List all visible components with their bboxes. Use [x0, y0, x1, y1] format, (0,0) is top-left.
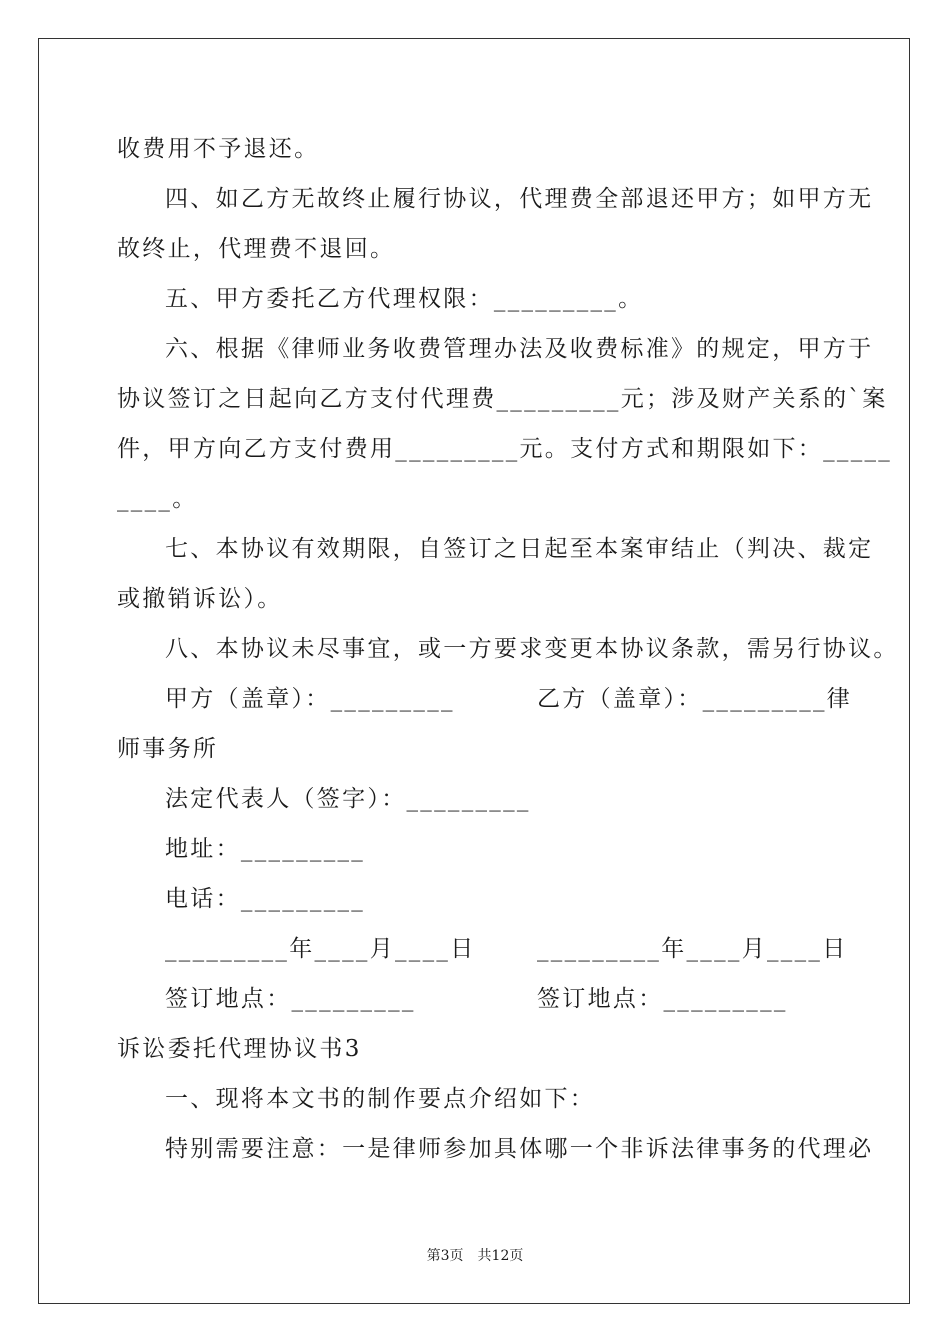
page-footer: [0, 1247, 950, 1265]
party-b-seal: 乙方（盖章）：_________律: [537, 686, 853, 712]
section-title: 诉讼委托代理协议书3: [117, 1036, 362, 1062]
body-line: 收费用不予退还。: [117, 136, 320, 162]
clause-eight: 八、本协议未尽事宜，或一方要求变更本协议条款，需另行协议。: [165, 636, 899, 662]
body-line: 故终止，代理费不退回。: [117, 236, 396, 262]
page-border: [38, 38, 910, 1304]
phone-field: 电话：_________: [165, 886, 366, 912]
legal-representative: 法定代表人（签字）：_________: [165, 786, 531, 812]
address-field: 地址：_________: [165, 836, 366, 862]
body-line: 师事务所: [117, 736, 219, 762]
date-field-b: _________年____月____日: [537, 936, 848, 962]
body-line: 协议签订之日起向乙方支付代理费_________元；涉及财产关系的`案: [117, 386, 888, 412]
date-field-a: _________年____月____日: [165, 936, 476, 962]
signing-place-a: 签订地点：_________: [165, 986, 416, 1012]
clause-six: 六、根据《律师业务收费管理办法及收费标准》的规定，甲方于: [165, 336, 874, 362]
page-number: 第3页: [426, 1248, 464, 1264]
body-line: 一、现将本文书的制作要点介绍如下：: [165, 1086, 596, 1112]
body-line: 或撤销诉讼）。: [117, 586, 283, 612]
body-line: ____。: [117, 486, 198, 512]
body-line: 特别需要注意：一是律师参加具体哪一个非诉法律事务的代理必: [165, 1136, 874, 1162]
clause-five: 五、甲方委托乙方代理权限：_________。: [165, 286, 644, 312]
clause-four: 四、如乙方无故终止履行协议，代理费全部退还甲方；如甲方无: [165, 186, 874, 212]
party-a-seal: 甲方（盖章）：_________: [165, 686, 455, 712]
body-line: 件，甲方向乙方支付费用_________元。支付方式和期限如下：_____: [117, 436, 893, 462]
signing-place-b: 签订地点：_________: [537, 986, 788, 1012]
page-total: 共12页: [477, 1248, 524, 1264]
clause-seven: 七、本协议有效期限，自签订之日起至本案审结止（判决、裁定: [165, 536, 874, 562]
